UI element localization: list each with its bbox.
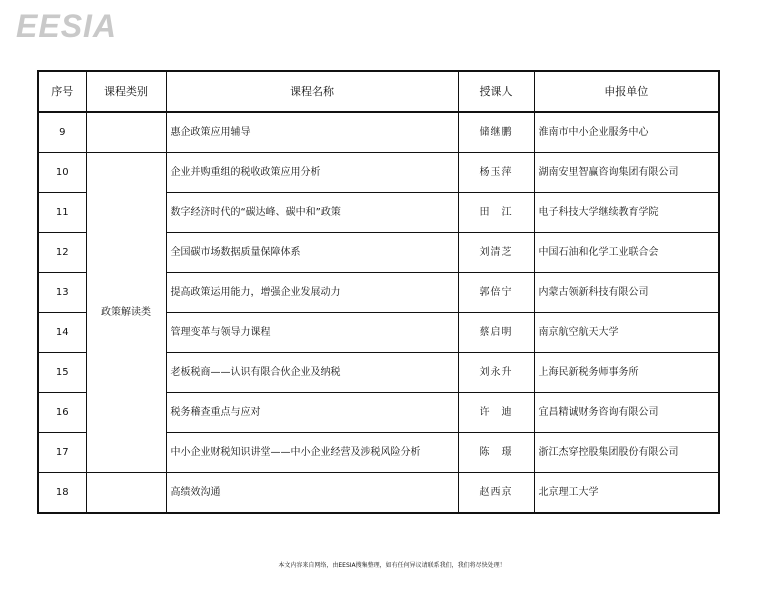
row-no: 13: [38, 273, 86, 313]
row-no: 17: [38, 433, 86, 473]
row-lecturer: 田 江: [458, 193, 534, 233]
eesia-logo: EESIA: [16, 8, 118, 44]
row-no: 16: [38, 393, 86, 433]
category-policy-interpretation: 政策解读类: [86, 153, 166, 473]
row-category: [86, 473, 166, 514]
table-row: [38, 153, 719, 193]
row-lecturer: 陈 璟: [458, 433, 534, 473]
row-lecturer: 赵西京: [458, 473, 534, 514]
row-course-name: 老板税商——认识有限合伙企业及纳税: [166, 353, 458, 393]
row-no: 14: [38, 313, 86, 353]
row-no: 11: [38, 193, 86, 233]
row-no: 12: [38, 233, 86, 273]
course-table: [37, 70, 720, 514]
row-unit: 北京理工大学: [534, 473, 719, 514]
row-lecturer: 刘永升: [458, 353, 534, 393]
row-unit: 内蒙古领新科技有限公司: [534, 273, 719, 313]
row-unit: 上海民新税务师事务所: [534, 353, 719, 393]
row-lecturer: 杨玉萍: [458, 153, 534, 193]
row-unit: 湖南安里智赢咨询集团有限公司: [534, 153, 719, 193]
row-course-name: 中小企业财税知识讲堂——中小企业经营及涉税风险分析: [166, 433, 458, 473]
footer-disclaimer: 本文内容来自网络，由EESIA搜集整理，如有任何异议请联系我们，我们将尽快处理！: [278, 562, 506, 569]
header-lecturer: 授课人: [458, 71, 534, 112]
row-unit: 南京航空航天大学: [534, 313, 719, 353]
table-row: [38, 112, 719, 153]
row-lecturer: 蔡启明: [458, 313, 534, 353]
row-lecturer: 许 迪: [458, 393, 534, 433]
row-course-name: 管理变革与领导力课程: [166, 313, 458, 353]
row-no: 9: [38, 112, 86, 153]
row-no: 18: [38, 473, 86, 514]
header-no: 序号: [38, 71, 86, 112]
row-course-name: 全国碳市场数据质量保障体系: [166, 233, 458, 273]
row-unit: 中国石油和化学工业联合会: [534, 233, 719, 273]
row-course-name: 提高政策运用能力，增强企业发展动力: [166, 273, 458, 313]
row-course-name: 数字经济时代的“碳达峰、碳中和”政策: [166, 193, 458, 233]
row-lecturer: 刘清芝: [458, 233, 534, 273]
row-lecturer: 郭倍宁: [458, 273, 534, 313]
row-unit: 电子科技大学继续教育学院: [534, 193, 719, 233]
header-row: [38, 71, 719, 112]
row-lecturer: 储继鹏: [458, 112, 534, 153]
row-course-name: 高绩效沟通: [166, 473, 458, 514]
table-row: [38, 473, 719, 514]
row-unit: 宜昌精诚财务咨询有限公司: [534, 393, 719, 433]
header-category: 课程类别: [86, 71, 166, 112]
row-course-name: 税务稽查重点与应对: [166, 393, 458, 433]
row-course-name: 企业并购重组的税收政策应用分析: [166, 153, 458, 193]
row-course-name: 惠企政策应用辅导: [166, 112, 458, 153]
header-unit: 申报单位: [534, 71, 719, 112]
row-category: [86, 112, 166, 153]
header-course-name: 课程名称: [166, 71, 458, 112]
row-no: 15: [38, 353, 86, 393]
row-unit: 淮南市中小企业服务中心: [534, 112, 719, 153]
row-unit: 浙江杰穿控股集团股份有限公司: [534, 433, 719, 473]
row-no: 10: [38, 153, 86, 193]
